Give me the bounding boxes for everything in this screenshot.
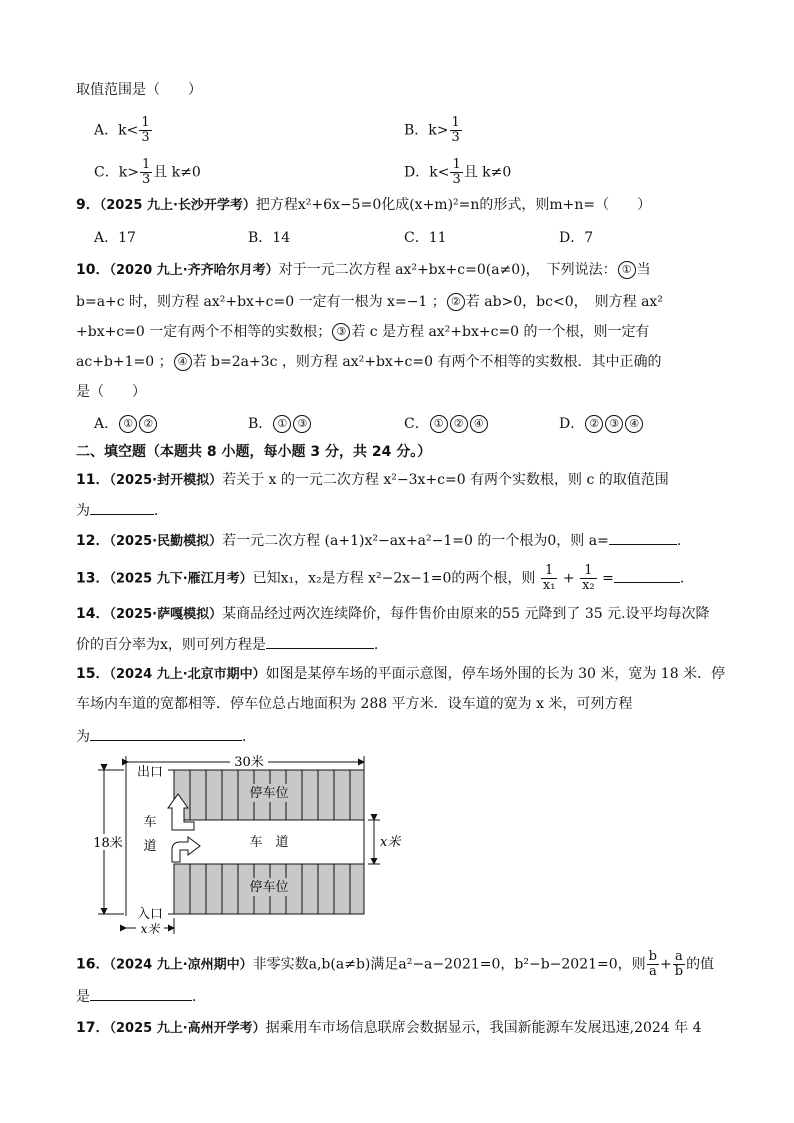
question-source: （2024 九上·北京市期中）: [109, 667, 266, 682]
q15-line-2: 车场内车道的宽都相等．停车位总占地面积为 288 平方米．设车道的宽为 x 米，可列方程: [76, 696, 633, 712]
answer-blank[interactable]: [90, 726, 242, 741]
q14-stem: [76, 604, 710, 625]
question-source: （2025·萨嘎模拟）: [109, 607, 223, 622]
q13-text: .: [679, 570, 685, 587]
bottom-x-label: x米: [140, 922, 160, 936]
question-source: （2025·民勤模拟）: [109, 534, 223, 549]
q9-option-a[interactable]: A．17: [94, 230, 136, 246]
q9-stem: [76, 195, 651, 216]
left-length-label: 18米: [93, 836, 123, 851]
q10-text: 若 c 是方程 ax²+bx+c=0 的一个根，则一定有: [351, 324, 650, 340]
q12-stem: [76, 530, 681, 552]
fraction: $\frac{b}{a}$: [648, 949, 657, 979]
q14-text: .: [373, 637, 379, 653]
fraction: $\frac{1}{3}$: [141, 157, 151, 187]
circled-number: ④: [470, 415, 488, 433]
question-source: （2020 九上·齐齐哈尔月考）: [109, 263, 279, 278]
answer-blank[interactable]: [90, 500, 154, 515]
q10-option-a[interactable]: [94, 414, 158, 434]
entrance-label: 入口: [136, 907, 164, 922]
q8-option-c-label: C．k>: [94, 164, 139, 181]
question-source: （2024 九上·凉州期中）: [109, 957, 253, 973]
q8-option-c[interactable]: [94, 158, 201, 187]
q13-stem: [76, 564, 684, 593]
question-number: 13．: [76, 570, 110, 587]
answer-blank[interactable]: [266, 634, 374, 649]
circled-number: ①: [430, 415, 448, 433]
q10-line-4: [76, 352, 662, 372]
circled-number: ②: [585, 415, 603, 433]
q8-option-c-tail: 且 k≠0: [153, 164, 201, 181]
q14-line-2: [76, 634, 378, 655]
q9-option-b[interactable]: B．14: [248, 230, 291, 246]
entrance-arrow-icon: [172, 837, 200, 862]
question-source: （2025 九上·长沙开学考）: [99, 198, 256, 213]
q10-text: ac+b+1=0 ；: [76, 354, 173, 370]
fraction: $\frac{1}{3}$: [141, 115, 150, 145]
parking-lot-diagram: [88, 750, 401, 940]
q15-line-3: [76, 726, 256, 747]
q10-line-5: 是（ ）: [76, 384, 146, 400]
question-number: 12．: [76, 533, 110, 549]
q16-text: 非零实数a,b(a≠b)满足a²−a−2021=0，b²−b−2021=0，则: [252, 956, 646, 973]
fraction: $\frac{1}{\text{x₁}}$: [542, 563, 556, 593]
q11-line-2: [76, 500, 168, 521]
question-number: 15．: [76, 666, 110, 682]
q15-stem: [76, 664, 725, 685]
q10-text: 当: [636, 262, 651, 278]
q10-option-c[interactable]: [404, 414, 489, 434]
q11-text: 若关于 x 的一元二次方程 x²−3x+c=0 有两个实数根，则 c 的取值范围: [222, 472, 669, 488]
question-source: （2025·封开模拟）: [109, 473, 223, 488]
q10-line-1: [76, 260, 651, 281]
plus-sign: +: [660, 956, 672, 973]
q15-text: 如图是某停车场的平面示意图，停车场外围的长为 30 米，宽为 18 米．停: [265, 666, 726, 682]
q16-text: 是: [76, 989, 90, 1005]
q9-option-d[interactable]: D．7: [559, 230, 594, 246]
circled-number: ③: [293, 415, 311, 433]
q8-stem-tail: 取值范围是（ ）: [76, 82, 202, 98]
question-number: 11．: [76, 472, 110, 488]
answer-blank[interactable]: [614, 568, 680, 583]
question-number: 14．: [76, 606, 110, 622]
question-number: 16．: [76, 956, 110, 973]
q10-option-d[interactable]: [559, 414, 644, 434]
q10-line-2: [76, 292, 663, 312]
answer-blank[interactable]: [609, 530, 677, 545]
q8-option-d-label: D．k<: [404, 164, 450, 181]
circled-2: ②: [447, 293, 465, 311]
q8-option-d[interactable]: [404, 158, 511, 187]
lane-label: 车 道: [249, 835, 289, 850]
option-label: D．: [559, 416, 585, 432]
plus-sign: +: [562, 570, 575, 587]
parking-bottom-label: 停车位: [249, 880, 289, 895]
q10-text: 若 ab>0，bc<0， 则方程 ax²: [465, 294, 663, 310]
exit-label: 出口: [136, 765, 164, 780]
circled-number: ①: [273, 415, 291, 433]
q14-text: 价的百分率为x，则可列方程是: [76, 637, 266, 653]
option-label: A．: [94, 416, 119, 432]
option-label: B．: [248, 416, 273, 432]
q11-stem: [76, 470, 669, 491]
circled-number: ①: [119, 415, 137, 433]
circled-number: ②: [450, 415, 468, 433]
q16-text: 的值: [686, 956, 715, 973]
q8-option-a-label: A．k<: [94, 122, 139, 139]
question-source: （2025 九上·高州开学考）: [109, 1021, 266, 1036]
q16-line-2: [76, 986, 206, 1007]
q8-option-a[interactable]: [94, 116, 153, 145]
circled-number: ②: [139, 415, 157, 433]
fraction: $\frac{1}{3}$: [452, 157, 461, 187]
question-number: 17．: [76, 1020, 110, 1036]
question-source: （2025 九下·雁江月考）: [109, 571, 253, 587]
q8-option-b-label: B．k>: [404, 122, 449, 139]
section-heading: 二、填空题（本题共 8 小题，每小题 3 分，共 24 分。）: [76, 444, 432, 460]
q10-text: b=a+c 时，则方程 ax²+bx+c=0 一定有一根为 x=−1 ；: [76, 294, 446, 310]
q10-text: 若 b=2a+3c ，则方程 ax²+bx+c=0 有两个不相等的实数根．其中正确的: [192, 354, 662, 370]
q15-text: 为: [76, 729, 90, 745]
q16-text: ．: [192, 989, 206, 1005]
fraction: $\frac{1}{\text{x₂}}$: [582, 563, 595, 593]
q13-text: 已知x₁，x₂是方程 x²−2x−1=0的两个根，则: [252, 570, 536, 587]
q14-text: 某商品经过两次连续降价，每件售价由原来的55 元降到了 35 元.设平均每次降: [222, 606, 710, 622]
q11-text: ．: [154, 503, 168, 519]
equals-sign: =: [602, 570, 614, 587]
fraction: $\frac{a}{b}$: [674, 949, 684, 979]
q10-text: 对于一元二次方程 ax²+bx+c=0(a≠0)， 下列说法：: [278, 262, 617, 278]
q10-option-b[interactable]: [248, 414, 312, 434]
circled-3: ③: [332, 323, 350, 341]
fraction: $\frac{1}{3}$: [451, 115, 460, 145]
top-length-label: 30米: [234, 755, 264, 770]
circled-4: ④: [174, 353, 192, 371]
q11-text: 为: [76, 503, 90, 519]
circled-number: ④: [625, 415, 643, 433]
q10-line-3: [76, 322, 650, 342]
right-x-label: x米: [380, 835, 401, 850]
q9-option-c[interactable]: C．11: [404, 230, 447, 246]
circled-number: ③: [605, 415, 623, 433]
q10-text: +bx+c=0 一定有两个不相等的实数根；: [76, 324, 332, 340]
parking-top-label: 停车位: [249, 786, 289, 801]
q12-text: 若一元二次方程 (a+1)x²−ax+a²−1=0 的一个根为0，则 a=: [222, 533, 609, 549]
q8-option-b[interactable]: [404, 116, 463, 145]
q12-text: .: [676, 533, 682, 549]
lane-vertical-label-1: 车: [143, 815, 157, 830]
q17-stem: [76, 1018, 702, 1039]
question-number: 10．: [76, 262, 110, 278]
option-label: C．: [404, 416, 429, 432]
lane-vertical-label-2: 道: [143, 839, 157, 854]
q16-stem: [76, 950, 714, 979]
answer-blank[interactable]: [90, 986, 192, 1001]
q8-option-d-tail: 且 k≠0: [463, 164, 512, 181]
question-number: 9．: [76, 197, 100, 213]
q17-text: 据乘用车市场信息联席会数据显示，我国新能源车发展迅速,2024 年 4: [265, 1020, 702, 1036]
q15-text: ．: [242, 729, 256, 745]
q9-text: 把方程x²+6x−5=0化成(x+m)²=n的形式，则m+n=（ ）: [255, 197, 652, 213]
circled-1: ①: [618, 261, 636, 279]
